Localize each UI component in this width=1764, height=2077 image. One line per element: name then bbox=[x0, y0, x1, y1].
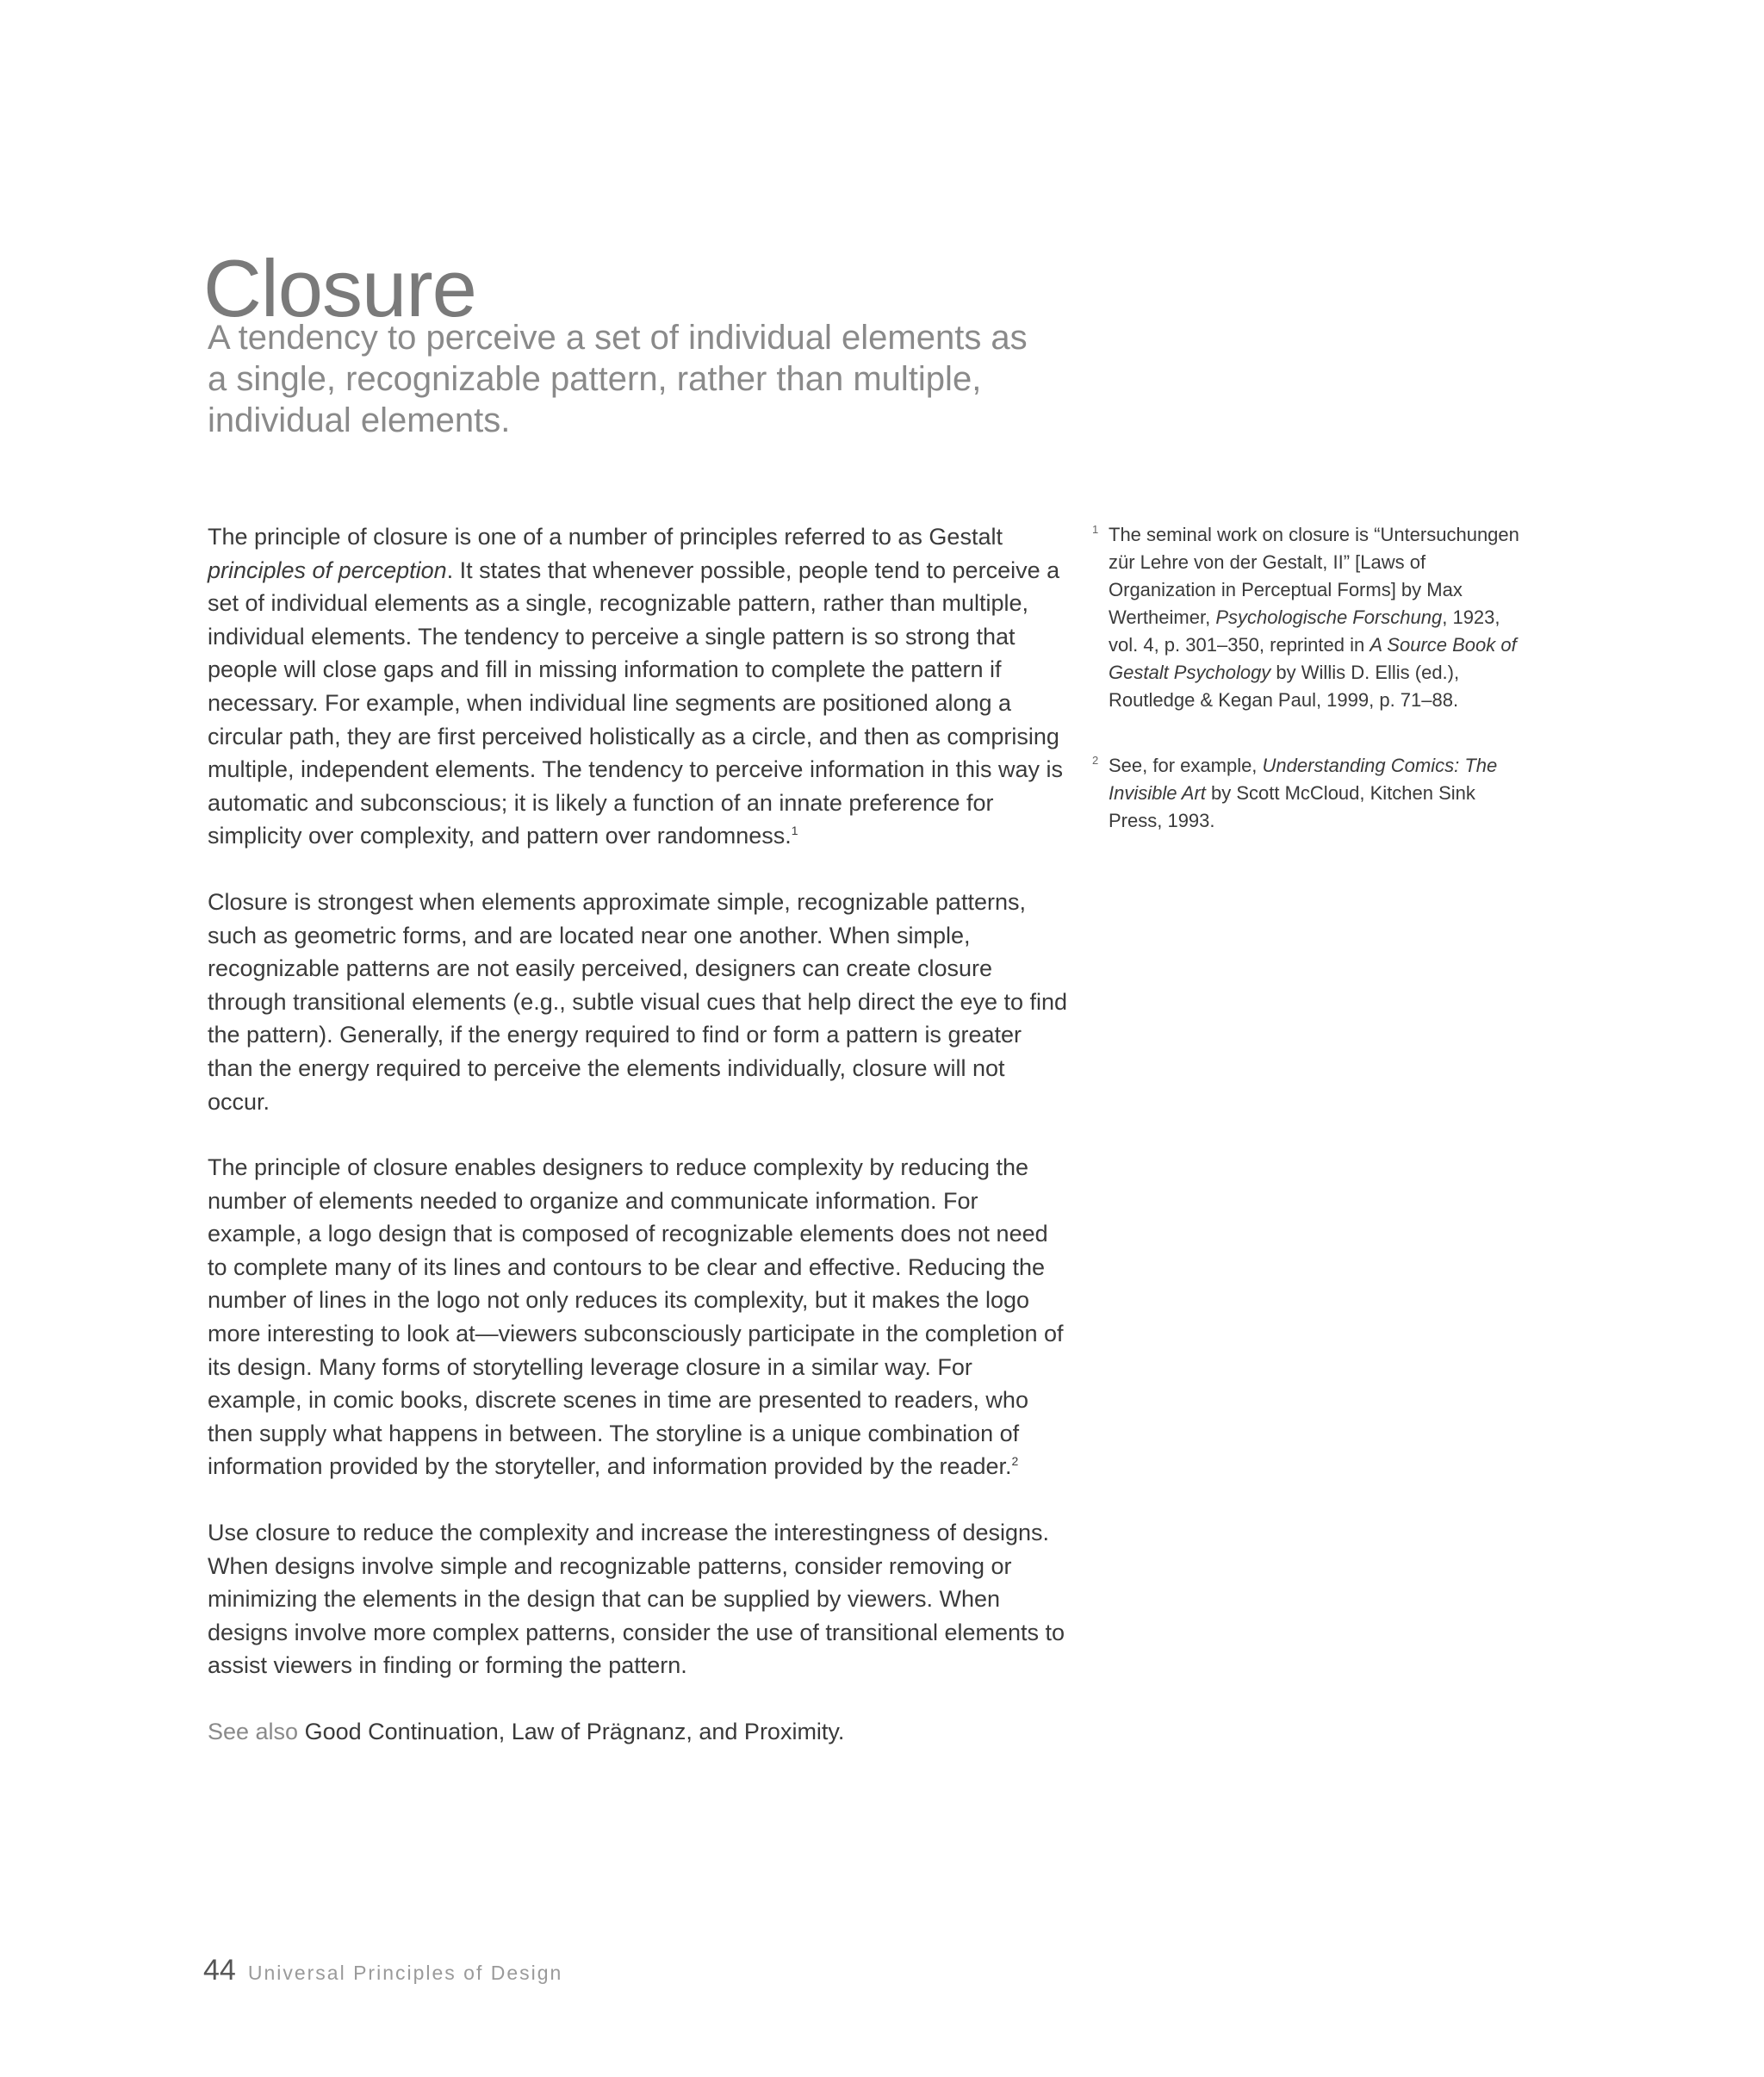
footnote-2-emphasis: Understanding Comics: The Invisible Art bbox=[1109, 755, 1498, 804]
page-footer bbox=[203, 1956, 562, 1985]
paragraph-3-text: The principle of closure enables designers to reduce complexity by reducing the number of elements needed to organize and communicate information. For example, a logo design that is composed of recognizable elements does not need to complete many of its lines and contours to be clear and effective. Reducing the number of lines in the logo not only reduces its complexity, but it makes the logo more interesting to look at—viewers subconsciously participate in the completion of its design. Many forms of storytelling leverage closure in a similar way. For example, in comic books, discrete scenes in time are presented to readers, who then supply what happens in between. The storyline is a unique combination of information provided by the storyteller, and information provided by the reader. bbox=[208, 1154, 1064, 1480]
footnote-1-text-a: The seminal work on closure is “Untersuchungen zür Lehre von der Gestalt, II” [Laws of Organization in Perceptual Forms] by Max Wertheimer, bbox=[1109, 524, 1519, 628]
paragraph-4: Use closure to reduce the complexity and increase the interestingness of designs. When designs involve simple and recognizable patterns, consider removing or minimizing the elements in the design that can be supplied by viewers. When designs involve more complex patterns, consider the use of transitional elements to assist viewers in finding or forming the pattern. bbox=[208, 1520, 1065, 1679]
page-title: Closure bbox=[203, 242, 476, 333]
see-also-label: See also bbox=[208, 1719, 299, 1744]
footnote-1 bbox=[1092, 521, 1531, 714]
footnote-1-number: 1 bbox=[1092, 523, 1099, 536]
footnote-2-text-b: by Scott McCloud, Kitchen Sink Press, 1993. bbox=[1109, 782, 1475, 831]
footnote-2-text-a: See, for example, bbox=[1109, 755, 1263, 776]
sidenotes bbox=[1092, 521, 1531, 873]
footnote-ref-2: 2 bbox=[1011, 1454, 1019, 1469]
footnote-1-text-c: by Willis D. Ellis (ed.), Routledge & Kegan Paul, 1999, p. 71–88. bbox=[1109, 662, 1460, 711]
paragraph-3 bbox=[208, 1151, 1069, 1483]
page-subtitle: A tendency to perceive a set of individual elements as a single, recognizable pattern, rather than multiple, individual elements. bbox=[208, 319, 1028, 439]
paragraph-1-emphasis: principles of perception bbox=[208, 557, 447, 583]
footnote-2 bbox=[1092, 752, 1531, 835]
paragraph-1-text-a: The principle of closure is one of a number of principles referred to as Gestalt bbox=[208, 524, 1003, 550]
page-number: 44 bbox=[203, 1954, 236, 1987]
footnote-1-emphasis-1: Psychologische Forschung bbox=[1215, 606, 1443, 628]
body-text bbox=[208, 520, 1069, 1782]
footnote-1-text-b: , 1923, vol. 4, p. 301–350, reprinted in bbox=[1109, 606, 1500, 656]
footnote-2-number: 2 bbox=[1092, 754, 1099, 767]
paragraph-1 bbox=[208, 520, 1069, 853]
paragraph-2: Closure is strongest when elements approximate simple, recognizable patterns, such as geometric forms, and are located near one another. When simple, recognizable patterns are not easily perceived, designers can create closure through transitional elements (e.g., subtle visual cues that help direct the eye to find the pattern). Generally, if the energy required to find or form a pattern is greater than the energy required to perceive the elements individually, closure will not occur. bbox=[208, 888, 1068, 1115]
footnote-1-emphasis-2: A Source Book of Gestalt Psychology bbox=[1109, 634, 1517, 683]
footnote-ref-1: 1 bbox=[791, 824, 798, 838]
see-also-links: Good Continuation, Law of Prägnanz, and Proximity. bbox=[298, 1719, 845, 1744]
see-also bbox=[208, 1715, 1069, 1749]
book-title: Universal Principles of Design bbox=[247, 1962, 563, 1984]
paragraph-1-text-b: . It states that whenever possible, people tend to perceive a set of individual elements as a single, recognizable pattern, rather than multiple, individual elements. The tendency to perceive a single pattern is so strong that people will close gaps and fill in missing information to complete the pattern if necessary. For example, when individual line segments are positioned along a circular path, they are first perceived holistically as a circle, and then as comprising multiple, independent elements. The tendency to perceive information in this way is automatic and subconscious; it is likely a function of an innate preference for simplicity over complexity, and pattern over randomness. bbox=[208, 557, 1064, 849]
